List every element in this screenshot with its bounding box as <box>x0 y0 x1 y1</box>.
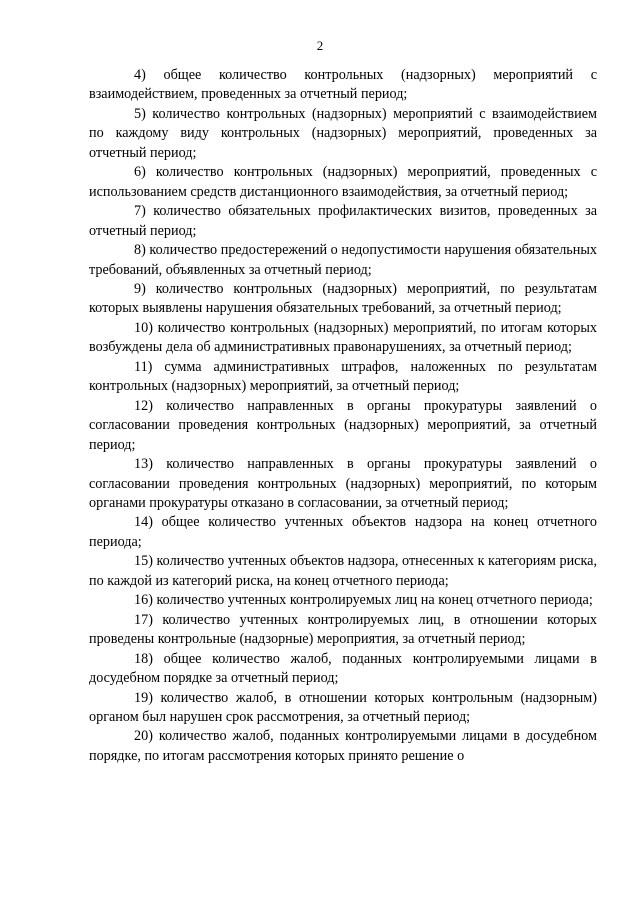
list-item: 7) количество обязательных профилактических визитов, проведенных за отчетный период; <box>89 203 597 239</box>
list-item: 5) количество контрольных (надзорных) мероприятий с взаимодействием по каждому виду контрольных (надзорных) мероприятий, проведенных за отчетный период; <box>89 105 597 161</box>
page-number: 2 <box>316 38 324 53</box>
list-item: 14) общее количество учтенных объектов надзора на конец отчетного периода; <box>89 514 597 550</box>
list-item: 16) количество учтенных контролируемых лиц на конец отчетного периода; <box>134 592 593 609</box>
list-item: 13) количество направленных в органы прокуратуры заявлений о согласовании проведения контрольных (надзорных) мероприятий, по которым органами прокуратуры отказано в согласовании, за отчетный период; <box>89 456 597 511</box>
list-item: 17) количество учтенных контролируемых лиц, в отношении которых проведены контрольные (надзорные) мероприятия, за отчетный период; <box>89 611 597 648</box>
list-item: 10) количество контрольных (надзорных) мероприятий, по итогам которых возбуждены дела об административных правонарушениях, за отчетный период; <box>89 319 597 356</box>
list-item: 6) количество контрольных (надзорных) мероприятий, проведенных с использованием средств дистанционного взаимодействия, за отчетный период; <box>89 164 597 200</box>
list-item: 15) количество учтенных объектов надзора, отнесенных к категориям риска, по каждой из категорий риска, на конец отчетного периода; <box>89 553 597 589</box>
list-item: 19) количество жалоб, в отношении которых контрольным (надзорным) органом был нарушен срок рассмотрения, за отчетный период; <box>89 689 597 725</box>
list-item: 20) количество жалоб, поданных контролируемыми лицами в досудебном порядке, по итогам рассмотрения которых принято решение о <box>89 728 597 764</box>
list-item: 4) общее количество контрольных (надзорных) мероприятий с взаимодействием, проведенных за отчетный период; <box>89 67 597 103</box>
list-item: 12) количество направленных в органы прокуратуры заявлений о согласовании проведения контрольных (надзорных) мероприятий, за отчетный период; <box>89 397 597 453</box>
list-item: 18) общее количество жалоб, поданных контролируемыми лицами в досудебном порядке за отчетный период; <box>89 650 597 687</box>
document-body <box>89 66 597 766</box>
list-item: 8) количество предостережений о недопустимости нарушения обязательных требований, объявленных за отчетный период; <box>89 242 597 278</box>
list-item: 11) сумма административных штрафов, наложенных по результатам контрольных (надзорных) мероприятий, за отчетный период; <box>89 358 597 395</box>
list-item: 9) количество контрольных (надзорных) мероприятий, по результатам которых выявлены нарушения обязательных требований, за отчетный период; <box>89 280 597 317</box>
